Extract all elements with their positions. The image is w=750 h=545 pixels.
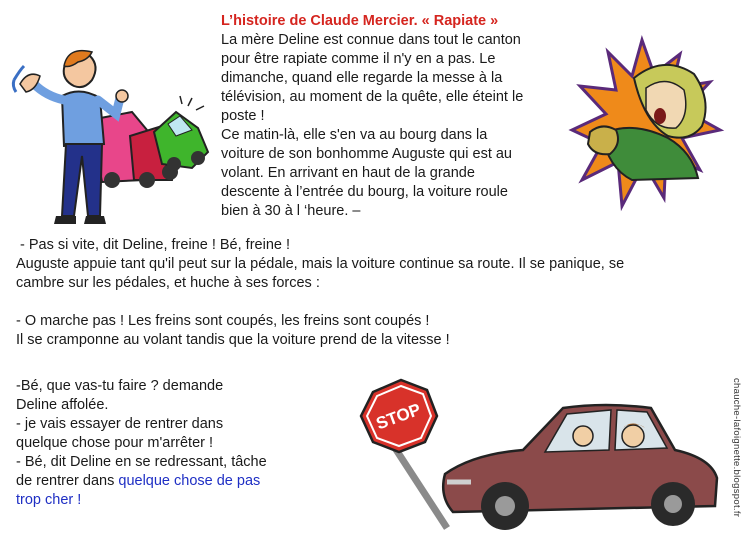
paragraph-line: volant. En arrivant en haut de la grande — [221, 165, 475, 181]
paragraph-line: voiture de son bonhomme Auguste qui est au — [221, 146, 512, 162]
paragraph-line: bien à 30 à l ‘heure. – — [221, 203, 361, 219]
story-intro — [221, 31, 523, 221]
red-car-icon — [443, 405, 717, 530]
paragraph-line: - O marche pas ! Les freins sont coupés, les freins sont coupés ! — [16, 313, 430, 329]
paragraph-line: Deline affolée. — [16, 397, 109, 413]
story-middle — [16, 236, 624, 350]
paragraph-line: - je vais essayer de rentrer dans — [16, 416, 224, 432]
paragraph-line: Auguste appuie tant qu'il peut sur la pédale, mais la voiture continue sa route. Il se panique, se — [16, 256, 625, 272]
paragraph-line — [16, 472, 267, 491]
paragraph-line: -Bé, que vas-tu faire ? demande — [16, 378, 224, 394]
paragraph-line: cambre sur les pédales, et huche à ses forces : — [16, 275, 320, 291]
paragraph-line: Il se cramponne au volant tandis que la voiture prend de la vitesse ! — [16, 332, 450, 348]
final-line-prefix: de rentrer dans — [16, 473, 119, 489]
car-stop-sign-illustration — [355, 378, 735, 543]
stop-sign-icon — [361, 380, 447, 528]
paragraph-line: - Pas si vite, dit Deline, freine ! Bé, freine ! — [16, 237, 291, 253]
paragraph-line: La mère Deline est connue dans tout le canton — [221, 32, 521, 48]
screaming-woman-illustration — [572, 38, 722, 213]
green-car-icon — [154, 96, 208, 171]
paragraph-line: descente à l’entrée du bourg, la voiture roule — [221, 184, 508, 200]
paragraph-line: quelque chose pour m'arrêter ! — [16, 435, 214, 451]
paragraph-line: pour être rapiate comme il n'y en a pas. Le — [221, 51, 496, 67]
paragraph-line — [16, 293, 624, 312]
paragraph-line: dimanche, quand elle regarde la messe à la — [221, 70, 503, 86]
story-title: L’histoire de Claude Mercier. « Rapiate » — [221, 13, 499, 29]
highlighted-text: quelque chose de pas — [118, 473, 261, 489]
blog-watermark: chauche-lafoignette.blogspot.fr — [731, 378, 742, 518]
crash-scene-illustration — [12, 40, 212, 230]
paragraph-line: Ce matin-là, elle s'en va au bourg dans la — [221, 127, 488, 143]
paragraph-line: poste ! — [221, 108, 265, 124]
highlighted-text: trop cher ! — [16, 492, 82, 508]
stop-sign-text: STOP — [373, 399, 424, 434]
paragraph-line: télévision, au moment de la quête, elle éteint le — [221, 89, 524, 105]
paragraph-line: - Bé, dit Deline en se redressant, tâche — [16, 454, 267, 470]
story-ending — [16, 377, 267, 510]
